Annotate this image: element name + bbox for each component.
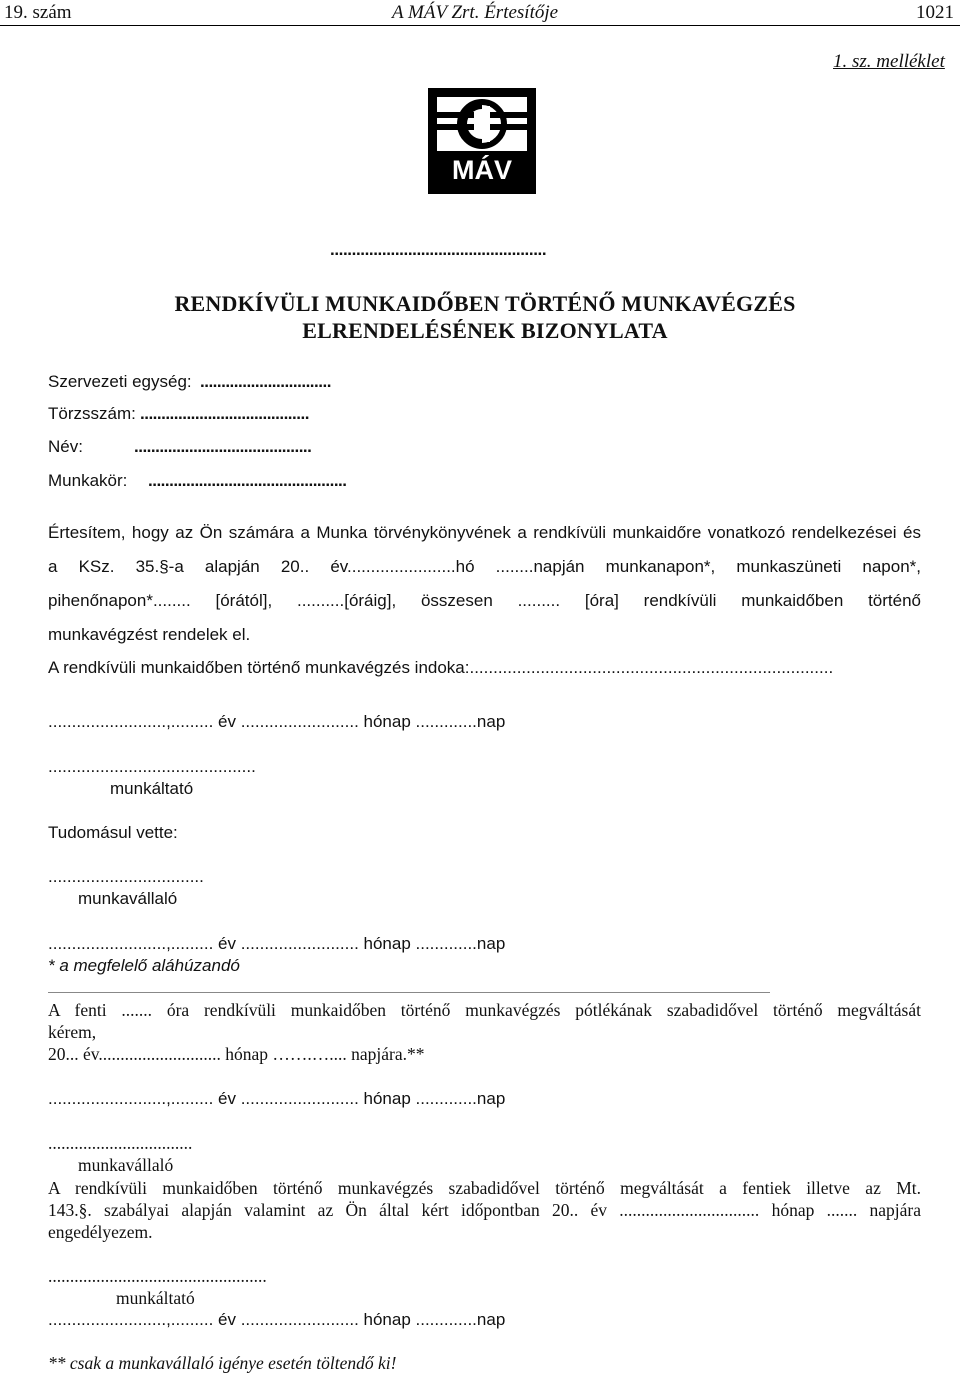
field-blank: .......................................... [134, 437, 312, 456]
approval-text-line1: A rendkívüli munkaidőben történő munkavégzés szabadidővel történő megváltását a fentiek illetve az Mt. [48, 1178, 921, 1198]
order-text-line1: Értesítem, hogy az Ön számára a Munka törvénykönyvének a rendkívüli munkaidőre vonatkozó rendelkezései és [48, 523, 921, 542]
field-blank: ............................................... [148, 471, 347, 490]
order-text-line4: munkavégzést rendelek el. [48, 625, 251, 644]
signature-blank-employer-2: .................................................. [48, 1266, 267, 1286]
publication-title: A MÁV Zrt. Értesítője [392, 2, 559, 23]
header-rule [0, 25, 960, 26]
field-label: Név: [48, 437, 83, 456]
compensation-request-line3: 20... év............................ hónap …….….... napjára.** [48, 1044, 425, 1064]
approval-text-line3: engedélyezem. [48, 1222, 153, 1242]
date-line-3: .........................,......... év ......................... hónap .............nap [48, 1089, 506, 1108]
signature-blank-employee-1: ................................. [48, 867, 204, 886]
field-job-title [48, 471, 347, 491]
annex-label: 1. sz. melléklet [833, 51, 945, 72]
mav-logo [428, 88, 536, 194]
field-org-unit [48, 372, 331, 392]
field-label: Munkakör: [48, 471, 128, 490]
organization-blank: .................................................. [330, 240, 547, 259]
date-line-1: .........................,......... év ......................... hónap .............nap [48, 712, 506, 731]
signature-blank-employee-2: ................................. [48, 1133, 193, 1153]
footnote-employee-request: ** csak a munkavállaló igénye esetén töltendő ki! [48, 1353, 397, 1373]
page-number: 1021 [916, 2, 954, 23]
order-text-line2: a KSz. 35.§-a alapján 20.. év.......................hó ........napján munkanapon*, munkaszüneti napon*, [48, 557, 921, 576]
reason-line: A rendkívüli munkaidőben történő munkavégzés indoka:............................................................................. [48, 658, 834, 677]
date-line-2: .........................,......... év ......................... hónap .............nap [48, 934, 506, 953]
date-line-4: .........................,......... év ......................... hónap .............nap [48, 1310, 506, 1329]
field-name [48, 437, 312, 457]
field-label: Törzsszám: [48, 404, 136, 423]
approval-text-line2: 143.§. szabályai alapján valamint az Ön által kért időpontban 20.. év ................................ hónap ....... napjára [48, 1200, 921, 1220]
field-blank: ........................................ [140, 404, 309, 423]
form-title-line1: RENDKÍVÜLI MUNKAIDŐBEN TÖRTÉNŐ MUNKAVÉGZÉS [174, 291, 796, 316]
field-blank: ............................... [200, 372, 331, 391]
order-text-line3: pihenőnapon*........ [órától], ..........[óráig], összesen ......... [óra] rendkívüli munkaidőben történő [48, 591, 921, 610]
acknowledged-label: Tudomásul vette: [48, 823, 178, 842]
compensation-request-line2: kérem, [48, 1022, 97, 1042]
signature-label-employee-1: munkavállaló [78, 889, 178, 908]
signature-label-employer-1: munkáltató [110, 779, 194, 798]
form-title-line2: ELRENDELÉSÉNEK BIZONYLATA [302, 318, 668, 343]
field-label: Szervezeti egység: [48, 372, 192, 391]
logo-text: MÁV [452, 155, 512, 185]
signature-label-employer-2: munkáltató [116, 1288, 195, 1308]
footnote-underline: * a megfelelő aláhúzandó [48, 956, 240, 975]
field-employee-id [48, 404, 309, 424]
signature-blank-employer-1: ............................................ [48, 757, 256, 776]
issue-number: 19. szám [4, 2, 72, 23]
section-divider [48, 992, 770, 993]
compensation-request-line1: A fenti ....... óra rendkívüli munkaidőben történő munkavégzés pótlékának szabadidővel történő megváltását [48, 1000, 921, 1020]
signature-label-employee-2: munkavállaló [78, 1155, 174, 1175]
